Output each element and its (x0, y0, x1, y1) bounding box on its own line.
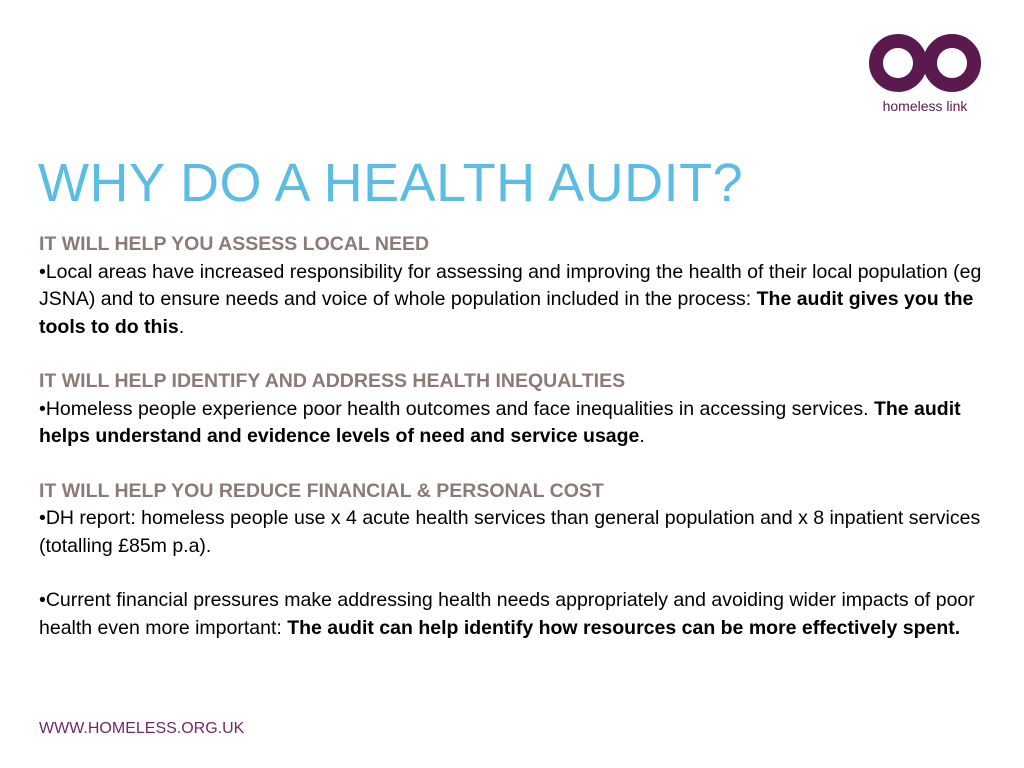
body-emphasis: The audit can help identify how resources can be more effectively spent. (287, 616, 961, 639)
section-body-financial-pressures (39, 587, 989, 642)
homeless-link-logo-icon (862, 32, 988, 94)
spacer (39, 451, 989, 478)
spacer (39, 341, 989, 368)
section-heading-cost: IT WILL HELP YOU REDUCE FINANCIAL & PERSONAL COST (39, 479, 604, 502)
section-body-cost (39, 505, 989, 560)
body-punctuation: . (639, 425, 645, 447)
body-text: •Homeless people experience poor health outcomes and face inequalities in accessing services. (39, 397, 874, 420)
logo-text: homeless link (882, 98, 968, 114)
body-emphasis: The audit gives you the tools to do this (39, 288, 974, 338)
spacer (39, 560, 989, 587)
section-body-local-need (39, 259, 989, 342)
body-punctuation: . (178, 315, 185, 338)
section-heading-inequalities: IT WILL HELP IDENTIFY AND ADDRESS HEALTH INEQUALTIES (39, 370, 626, 392)
homeless-link-logo (862, 32, 988, 118)
section-heading-local-need: IT WILL HELP YOU ASSESS LOCAL NEED (39, 233, 430, 255)
body-text: •Current financial pressures make addressing health needs appropriately and avoiding wider impacts of poor health even more important: (39, 589, 975, 639)
slide-content (39, 231, 989, 642)
section-body-inequalities (39, 396, 989, 451)
footer-url: WWW.HOMELESS.ORG.UK (39, 720, 245, 737)
slide-title: WHY DO A HEALTH AUDIT? (38, 153, 744, 213)
body-emphasis: The audit helps understand and evidence levels of need and service usage (39, 397, 961, 447)
body-text: •DH report: homeless people use x 4 acute health services than general population and x 8 inpatient services (totalling £85m p.a). (39, 507, 981, 557)
body-text: •Local areas have increased responsibility for assessing and improving the health of their local population (eg JSNA) and to ensure needs and voice of whole population included in the process: (39, 260, 982, 310)
